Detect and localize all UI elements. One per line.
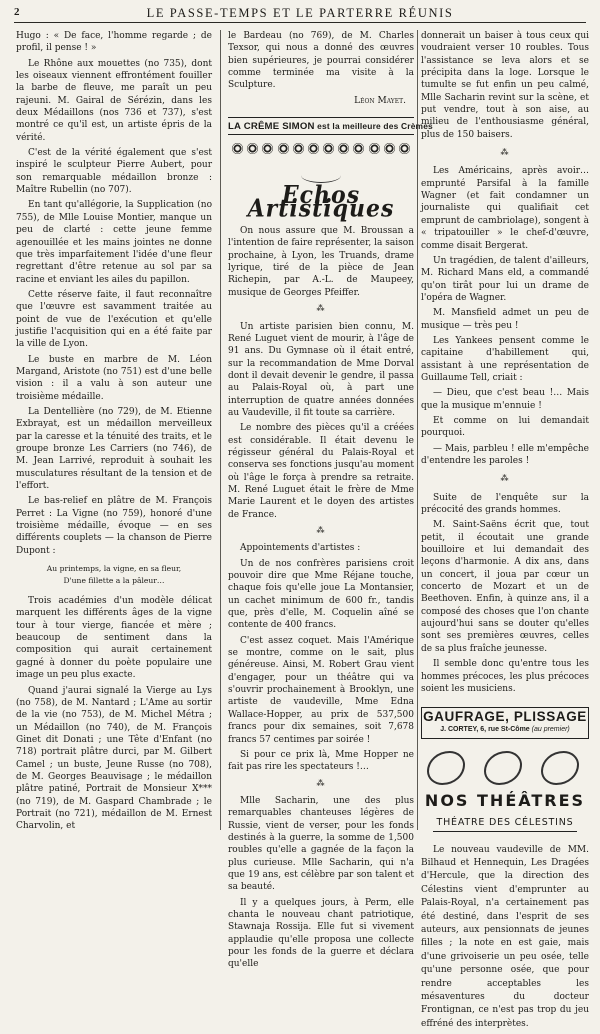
section-separator: ⁂ bbox=[500, 148, 510, 158]
section-heading bbox=[228, 164, 414, 224]
ornament-icon bbox=[323, 143, 334, 154]
section-separator: ⁂ bbox=[500, 474, 510, 484]
ad-brand: LA CRÊME SIMON bbox=[228, 121, 315, 133]
verse-line: Au printemps, la vigne, en sa fleur, bbox=[46, 564, 182, 574]
section-separator: ⁂ bbox=[316, 304, 326, 314]
paragraph: donnerait un baiser à tous ceux qui voudraient verser 10 roubles. Tous l'assistance se leva alors et se précipita dans la loge. Lorsque le tumulte se fut enfin un peu calmé, Mlle Sacharin revint sur la scène, et put vendre, tout à son aise, au milieu de l'enthousiasme général, plus de 150 baisers. bbox=[421, 31, 589, 140]
paragraph: Le bas-relief en plâtre de M. François Perret : La Vigne (no 759), honoré d'une troisième médaille, évoque — en ses différents couplets — la chanson de Pierre Dupont : bbox=[16, 496, 212, 556]
verse-line: D'une fillette a la pâleur… bbox=[63, 576, 165, 586]
flourish-icon bbox=[484, 751, 522, 785]
paragraph: On nous assure que M. Broussan a l'intention de faire représenter, la saison prochaine, à Lyon, les Truands, drame lyrique, tiré de la pièce de Jean Richepin, par A.-L. de Maupeey, musique de Georges Pfeiffer. bbox=[228, 226, 414, 298]
column-left bbox=[16, 30, 212, 836]
paragraph: La Dentellière (no 729), de M. Etienne Exbrayat, est un médaillon merveilleux par la caresse et la ténuité des traits, et le groupe bronze Les Carriers (no 746), de M. Jean Larrivé, reproduit à souhait les musculatures résultant de la tension et de l'effort. bbox=[16, 406, 212, 492]
paragraph: Si pour ce prix là, Mme Hopper ne fait pas rire les spectateurs !… bbox=[228, 749, 414, 773]
advertisement-creme-simon bbox=[228, 117, 433, 135]
article-signature: Léon Mayet. bbox=[354, 95, 406, 106]
flourish-icon bbox=[541, 751, 579, 785]
paragraph: Mlle Sacharin, une des plus remarquables chanteuses légères de Russie, vient de verser, pour les fonds destinés à la guerre, la somme de 1,500 roubles qu'elle a gagnée de la façon la plus curieuse. Mlle Sacharin, qui n'a que 19 ans, est célèbre par son talent et sa beauté. bbox=[228, 795, 414, 893]
paragraph: M. Saint-Saëns écrit que, tout petit, il écoutait une grande bouilloire et lui demandait des leçons d'harmonie. A dix ans, dans un concert, il joua par cœur un concerto de Mozart et un de Beethoven. Enfin, à quinze ans, il a composé des choses que l'on chante aujourd'hui sans se douter qu'elles sont ses premières œuvres, celles de sa plus fraîche jeunesse. bbox=[421, 520, 589, 654]
paragraph: Les Américains, après avoir… emprunté Parsifal à la famille Wagner (et fait condamner un journaliste qui qualifiait cet emprunt de cambriolage), songent à « tripatouiller » le chef-d'œuvre, comme disait Bergerat. bbox=[421, 166, 589, 251]
ornament-icon bbox=[232, 143, 243, 154]
paragraph: M. Mansfield admet un peu de musique — très peu ! bbox=[421, 308, 589, 331]
paragraph: Un artiste parisien bien connu, M. René Luguet vient de mourir, à l'âge de 91 ans. Du Gymnase où il était entré, sur la recommandation de Mme Dorval dont il devait devenir le gendre, il passa au Palais-Royal où, à part une interruption de quatre années données au Vaudeville, il fit toute sa carrière. bbox=[228, 321, 414, 418]
paragraph: C'est de la vérité également que s'est inspiré le sculpteur Pierre Aubert, pour son remarquable médaillon bronze : Maître Rubellin (no 707). bbox=[16, 148, 212, 196]
paragraph: Cette réserve faite, il faut reconnaître que l'œuvre est savamment traitée au point de vue de l'exécution et qu'elle justifie l'acquisition qui en a été faite par la ville de Lyon. bbox=[16, 289, 212, 350]
running-header bbox=[14, 4, 586, 23]
column-right bbox=[421, 30, 589, 1034]
ad-title: GAUFRAGE, PLISSAGE bbox=[423, 709, 587, 725]
section-separator: ⁂ bbox=[316, 778, 326, 788]
section-title: Echos Artistiques bbox=[247, 181, 395, 224]
paragraph: Un de nos confrères parisiens croit pouvoir dire que Mme Réjane touche, chaque fois qu'elle joue La Montansier, un cachet minimum de 600 fr., tandis que, près d'elle, M. Coquelin aîné se contente de 400 francs. bbox=[228, 558, 414, 631]
paragraph: Le Rhône aux mouettes (no 735), dont les oiseaux viennent effrontément fouiller la barbe de fleuve, me paraît un peu rajeuni. M. Gairal de Sérézin, dans les deux Médaillons (nos 736 et 737), s'est montré ce qu'il est, un artiste épris de la vérité. bbox=[16, 58, 212, 143]
section-separator: ⁂ bbox=[316, 526, 326, 535]
journal-title: LE PASSE-TEMPS ET LE PARTERRE RÉUNIS bbox=[146, 6, 454, 20]
section-title: NOS THÉÂTRES bbox=[424, 790, 586, 810]
column-divider bbox=[417, 30, 418, 830]
paragraph: Suite de l'enquête sur la précocité des grands hommes. bbox=[421, 492, 589, 516]
flourish-icon bbox=[427, 751, 465, 785]
ornament-icon bbox=[353, 143, 364, 154]
ornament-icon bbox=[338, 143, 349, 154]
ornament-icon bbox=[399, 143, 410, 154]
floral-ornament-icon bbox=[421, 747, 589, 787]
paragraph: Le nombre des pièces qu'il a créées est considérable. Il était devenu le régisseur général du Palais-Royal et conserva ses fonctions jusqu'au moment où l'âge le força à prendre sa retraite. M. René Luguet était le frère de Mme Marie Laurent et le doyen des artistes de France. bbox=[228, 423, 414, 520]
paragraph: C'est assez coquet. Mais l'Amérique se montre, comme on le sait, plus généreuse. Ainsi, M. Robert Grau vient d'engager, pour un théâtre qui va s'ouvrir prochainement à Brooklyn, une artiste de vaudeville, Mme Edna Wallace-Hopper, au prix de 537,500 francs pour dix semaines, soit 7,678 francs 57 centimes par soirée ! bbox=[228, 635, 414, 745]
ornament-icon bbox=[247, 143, 258, 154]
ad-tagline: est la meilleure des Crèmes bbox=[314, 121, 433, 132]
paragraph: — Dieu, que c'est beau !… Mais que la musique m'ennuie ! bbox=[421, 388, 589, 411]
paragraph: Appointements d'artistes : bbox=[240, 543, 361, 554]
ornament-icon bbox=[262, 143, 273, 154]
column-middle bbox=[228, 30, 433, 974]
paragraph: Le nouveau vaudeville de MM. Bilhaud et Hennequin, Les Dragées d'Hercule, que la direction des Célestins vient d'emprunter au Palais-Royal, n'a certainement pas été destiné, dans l'esprit de ses auteurs, aux pensionnats de jeunes filles ; la note en est gaie, mais d'une grivoiserie un peu osée, telle qu'une personne osée, que pour rendre acceptables les mésaventures du docteur Frontignan, ce n'est pas trop du jeu effréné des interprètes. bbox=[421, 844, 589, 1029]
ad-address bbox=[422, 724, 588, 736]
paragraph: Les Yankees pensent comme le capitaine d'habillement qui, assistant à une représentation de Guillaume Tell, criait : bbox=[421, 335, 589, 383]
paragraph: Un tragédien, de talent d'ailleurs, M. Richard Mans eld, a commandé qu'on tirât pour lui un drame de l'opéra de Wagner. bbox=[421, 255, 589, 303]
paragraph: le Bardeau (no 769), de M. Charles Texsor, qui nous a donné des œuvres bien supérieures, je pourrai considérer comme terminée ma visite à la Sculpture. bbox=[228, 31, 414, 91]
ornament-icon bbox=[278, 143, 289, 154]
paragraph: Le buste en marbre de M. Léon Margand, Aristote (no 751) est d'une belle vision : il a valu à son auteur une troisième médaille. bbox=[16, 354, 212, 402]
column-divider bbox=[220, 30, 221, 830]
paragraph: Il y a quelques jours, à Perm, elle chanta le nouveau chant patriotique, Stawnaja Rossija. Elle fut si vivement applaudie qu'elle proposa une collecte pour les fonds de la guerre et déclara qu'elle bbox=[228, 897, 414, 970]
ornament-icon bbox=[384, 143, 395, 154]
paragraph: Et comme on lui demandait pourquoi. bbox=[421, 415, 589, 439]
theatre-review bbox=[421, 842, 589, 1032]
verse-quote bbox=[16, 563, 212, 587]
paragraph: Hugo : « De face, l'homme regarde ; de profil, il pense ! » bbox=[16, 31, 212, 54]
ornament-icon bbox=[308, 143, 319, 154]
ad-address-note: (au premier) bbox=[529, 725, 570, 733]
paragraph: — Mais, parbleu ! elle m'empêche d'entendre les paroles ! bbox=[421, 443, 589, 466]
subsection-title: THÉATRE DES CÉLESTINS bbox=[433, 817, 577, 831]
ornament-icon bbox=[369, 143, 380, 154]
advertisement-gaufrage bbox=[421, 707, 589, 739]
paragraph: Trois académies d'un modèle délicat marquent les différents âges de la vigne tour à tour vierge, fiancée et mère ; beaucoup de sentiment dans la composition qui aurait certainement gagné à donner du poète populaire une image un peu plus exacte. bbox=[16, 596, 212, 681]
paragraph: En tant qu'allégorie, la Supplication (no 755), de Mlle Louise Montier, manque un peu de clarté : cette jeune femme agenouillée et les mains jointes ne donne que très imparfaitement l'idée d'une fleur regrettant d'être retenue au sol par sa racine et enviant les ailes du papillon. bbox=[16, 200, 212, 285]
ornament-icon bbox=[293, 143, 304, 154]
page-number: 2 bbox=[14, 6, 20, 18]
ornament-border bbox=[228, 135, 414, 160]
paragraph: Quand j'aurai signalé la Vierge au Lys (no 758), de M. Nantard ; L'Ame au sortir de la vie (no 753), de M. Michel Métra ; un Médaillon (no 740), de M. François Ginet dit Donati ; une Tête d'Enfant (no 718) portrait plâtre durci, par M. Gilbert Camel ; un buste, Jeune Russe (no 708), de M. Georges Beauvisage ; le médaillon plâtre patiné, Portrait de Monsieur X*** (no 719), de M. Gaspard Chambrade ; le Portrait (no 721), médaillon de M. Ernest Charvolin, et bbox=[16, 685, 212, 832]
ad-address-main: J. CORTEY, 6, rue St-Côme bbox=[440, 725, 530, 733]
paragraph: Il semble donc qu'entre tous les hommes précoces, les plus précoces soient les musiciens. bbox=[421, 659, 589, 694]
